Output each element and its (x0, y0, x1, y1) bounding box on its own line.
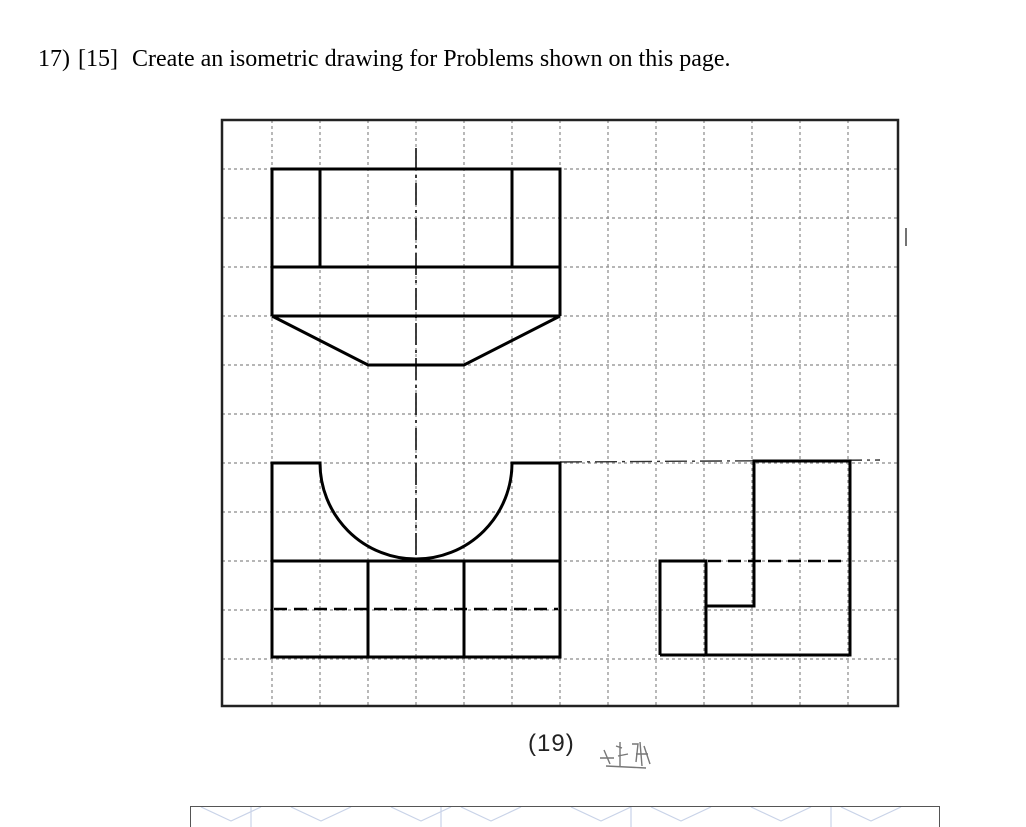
question-points: [15] (78, 46, 118, 72)
side-view (660, 461, 850, 655)
chinese-characters-mark (598, 736, 662, 770)
question-number: 17) (38, 46, 70, 72)
question-prompt: Create an isometric drawing for Problems shown on this page. (131, 46, 731, 72)
figure-caption: (19) (528, 730, 575, 757)
next-problem-box (190, 806, 940, 827)
